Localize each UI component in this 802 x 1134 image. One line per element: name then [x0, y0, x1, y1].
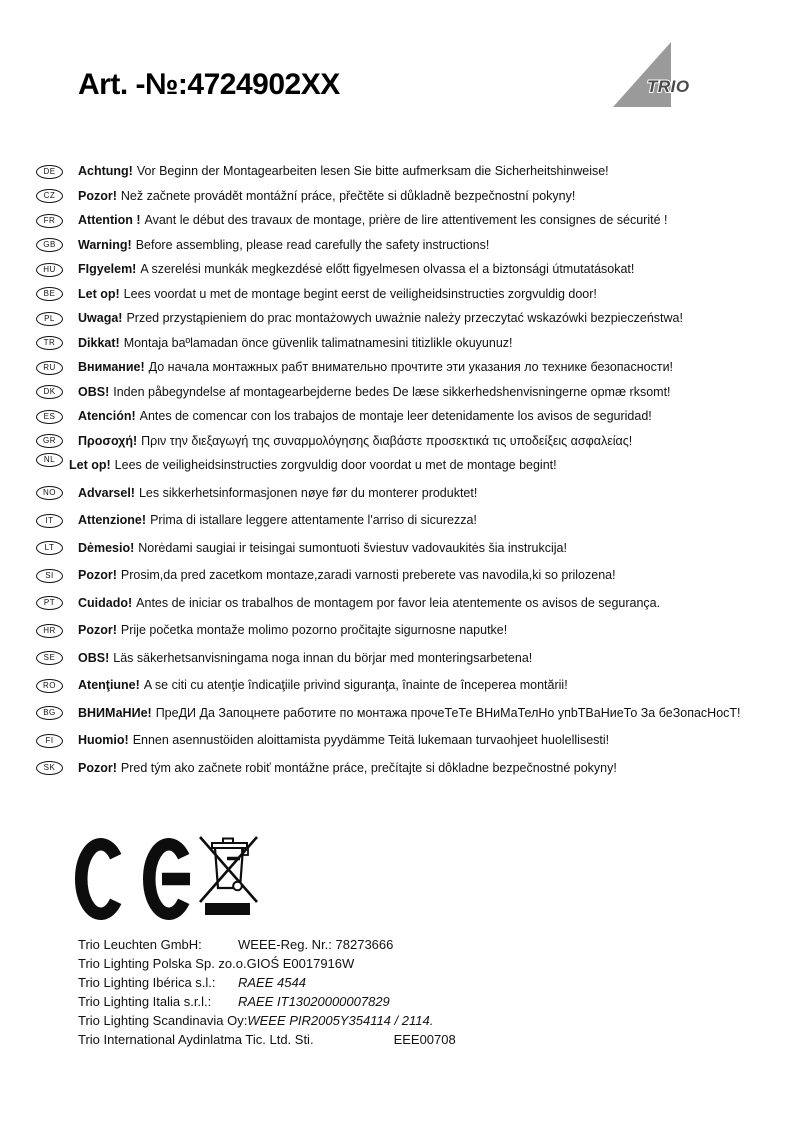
warning-row [36, 360, 802, 375]
company-registration-row [78, 957, 738, 971]
language-code-badge [36, 651, 63, 665]
warning-text [78, 568, 616, 583]
company-name: Trio Lighting Italia s.r.l.: [78, 994, 212, 1009]
warning-keyword: OBS! [78, 384, 110, 399]
warning-message: Pred tým ako začnete robiť montážne práce, prečítajte si dôkladne bezpečnostné pokyny! [120, 760, 617, 775]
language-code: FR [43, 215, 56, 225]
warning-text [78, 761, 617, 776]
warning-row [36, 238, 802, 253]
warning-text [78, 360, 673, 375]
warning-row [36, 336, 802, 351]
ce-letter-e-bar [162, 873, 190, 886]
registration-number: WEEE PIR2005Y354114 / 2114. [247, 1013, 434, 1028]
language-code: PL [44, 313, 55, 323]
company-registration-row [78, 976, 738, 990]
language-code-badge [36, 486, 63, 500]
warning-row [36, 385, 802, 400]
language-code-badge [36, 514, 63, 528]
warning-keyword: Dikkat! [78, 335, 120, 350]
warning-row [36, 596, 802, 611]
warning-text [78, 706, 741, 721]
warning-message: Lees voordat u met de montage begint eerst de veiligheidsinstructies zorgvuldig door! [123, 286, 597, 301]
company-registration-row [78, 1033, 738, 1047]
language-code: BE [43, 289, 56, 298]
warning-text [78, 434, 632, 449]
warning-message: Lees de veiligheidsinstructies zorgvuldig door voordat u met de montage begint! [114, 458, 557, 472]
warning-message: Prije početka montaže molimo pozorno pročitajte sigurnosne naputke! [120, 623, 508, 637]
warning-keyword: FIgyelem! [78, 262, 137, 276]
warning-message: Montaja baºlamadan önce güvenlik talimatnamesini titizlikle okuyunuz! [123, 335, 513, 350]
language-code: DE [43, 166, 56, 176]
weee-bin-handle [223, 839, 233, 844]
registration-number: EEE00708 [393, 1032, 456, 1047]
warning-keyword: ВНИМаНИе! [78, 705, 152, 720]
language-code-badge [36, 287, 63, 301]
warning-message: Przed przystąpieniem do prac montażowych uważnie należy przeczytać wskazówki bezpieczeństwa! [126, 311, 683, 325]
warning-text [78, 733, 609, 748]
warning-text [78, 541, 567, 556]
warning-text [78, 623, 507, 638]
language-code-badge [36, 761, 63, 775]
language-code: ES [43, 411, 56, 421]
warning-row [36, 568, 802, 583]
language-code: SE [43, 653, 56, 662]
warning-message: ПреДИ Да Запоцнете работите по монтажа прочеТеТе ВНиМаТелНо упbТВаНиеТо За беЗопасНосТ! [155, 705, 741, 720]
language-code: HR [43, 625, 56, 635]
warning-keyword: Cuidado! [78, 595, 133, 610]
warning-message: Než začnete provádět montážní práce, přečtěte si důkladně bezpečnostní pokyny! [120, 188, 576, 203]
language-code-badge [36, 238, 63, 252]
warning-keyword: Achtung! [78, 164, 133, 178]
warning-row [36, 164, 802, 179]
warning-keyword: Attenzione! [78, 513, 147, 527]
warning-keyword: Atención! [78, 409, 136, 423]
language-code-badge [36, 312, 63, 326]
warning-keyword: Pozor! [78, 623, 117, 637]
language-code: GB [43, 240, 56, 249]
warning-keyword: Внимание! [78, 360, 145, 374]
trio-logo-graphic [608, 36, 708, 110]
warning-message: До начала монтажных рабт внимательно прочтите эти указания ло технике безопасности! [148, 360, 674, 374]
warning-text [69, 458, 557, 473]
company-registration-row [78, 995, 738, 1009]
language-code: PT [43, 598, 56, 607]
warning-keyword: Προσοχή! [78, 433, 138, 448]
certification-symbols [75, 836, 295, 928]
page-title: Art. -№:4724902XX [78, 68, 340, 101]
language-code: GR [43, 436, 56, 445]
warning-text [78, 651, 532, 666]
warning-keyword: Let op! [78, 286, 120, 301]
trio-logo-triangle [613, 42, 671, 107]
warning-text [78, 409, 652, 424]
warning-row [36, 513, 802, 528]
language-code-badge [36, 541, 63, 555]
warning-row [36, 733, 802, 748]
language-code-badge [36, 410, 63, 424]
trio-logo-text: TRIO [647, 77, 690, 96]
language-code: NO [43, 488, 56, 497]
language-code: RU [43, 362, 56, 372]
warning-keyword: Uwaga! [78, 311, 123, 325]
warning-text [78, 213, 667, 228]
registration-number: GIOŚ E0017916W [246, 956, 355, 971]
company-name: Trio Leuchten GmbH: [78, 937, 202, 952]
language-code: NL [43, 454, 56, 464]
language-code-badge [36, 214, 63, 228]
warning-keyword: Huomio! [78, 733, 129, 747]
warning-row [36, 213, 802, 228]
warning-row [36, 651, 802, 666]
warning-row [36, 706, 802, 721]
language-code-badge [36, 263, 63, 277]
warning-message: Inden påbegyndelse af montagearbejderne bedes De læse sikkerhedshenvisningerne opmæ rksomt! [113, 384, 671, 399]
warning-text [78, 262, 634, 277]
warning-row [36, 409, 802, 424]
symbols-graphic [75, 836, 295, 928]
warning-row [36, 287, 802, 302]
warning-message: A se citi cu atenţie îndicaţiile privind siguranţa, înainte de începerea montării! [143, 678, 568, 692]
warning-row [36, 454, 802, 473]
warning-text [78, 678, 568, 693]
trio-logo [608, 36, 708, 110]
ce-letter-c [81, 844, 115, 914]
language-code-badge [36, 734, 63, 748]
warning-message: Les sikkerhetsinformasjonen nøye før du monterer produktet! [138, 485, 478, 500]
warning-message: Prima di istallare leggere attentamente l'arriso di sicurezza! [150, 513, 477, 527]
language-code-badge [36, 189, 63, 203]
warning-text [78, 336, 513, 351]
warning-text [78, 311, 683, 326]
language-code: LT [44, 543, 55, 552]
registration-number: RAEE 4544 [238, 975, 306, 990]
language-code-badge [36, 165, 63, 179]
language-code-badge [36, 453, 63, 467]
warning-message: A szerelési munkák megkezdésė előtt figyelmesen olvassa el a biztonsági útmutatásokat! [140, 262, 635, 276]
warning-message: Antes de iniciar os trabalhos de montagem por favor leia atentemente os avisos de segurança. [136, 595, 661, 610]
company-name: Trio Lighting Scandinavia Oy: [78, 1013, 248, 1028]
warning-message: Vor Beginn der Montagearbeiten lesen Sie bitte aufmerksam die Sicherheitshinweise! [136, 164, 609, 178]
warning-row [36, 189, 802, 204]
warning-row [36, 434, 802, 449]
warning-message: Ennen asennustöiden aloittamista pyydämme Teitä lukemaan turvaohjeet huolellisesti! [132, 733, 610, 747]
language-code: IT [45, 515, 54, 525]
warning-keyword: Atenţiune! [78, 678, 140, 692]
language-code-badge [36, 385, 63, 399]
registration-number: WEEE-Reg. Nr.: 78273666 [238, 937, 394, 952]
warning-row [36, 761, 802, 776]
language-code-badge [36, 679, 63, 693]
warning-message: Πριν την διεξαγωγή της συναρμολόγησης διαβάστε προσεκτικά τις υποδείξεις ασφαλείας! [141, 433, 633, 448]
language-code: SK [43, 763, 56, 772]
warning-row [36, 262, 802, 277]
warning-text [78, 164, 609, 179]
warning-keyword: Dėmesio! [78, 540, 135, 555]
warning-text [78, 385, 671, 400]
warning-keyword: Warning! [78, 237, 132, 252]
company-registration-block [78, 938, 738, 1052]
warning-row [36, 486, 802, 501]
registration-number: RAEE IT13020000007829 [238, 994, 390, 1009]
language-code: FI [45, 735, 54, 745]
warning-keyword: Pozor! [78, 188, 117, 203]
language-code: SI [45, 570, 54, 580]
warning-keyword: Pozor! [78, 568, 117, 582]
warning-keyword: Attention ! [78, 213, 141, 227]
warning-message: Antes de comencar con los trabajos de montaje leer detenidamente los avisos de seguridad! [139, 409, 652, 423]
company-name: Trio Lighting Polska Sp. zo.o. [78, 956, 247, 971]
warning-text [78, 189, 575, 204]
warning-text [78, 486, 477, 501]
language-code-badge [36, 434, 63, 448]
warning-row [36, 623, 802, 638]
weee-bin-icon [200, 837, 257, 902]
warning-keyword: OBS! [78, 650, 110, 665]
language-code-badge [36, 706, 63, 720]
warning-row [36, 541, 802, 556]
warning-keyword: Advarsel! [78, 485, 135, 500]
language-code: CZ [43, 191, 56, 200]
language-code: BG [43, 708, 56, 717]
language-code: HU [43, 264, 56, 274]
language-code-badge [36, 569, 63, 583]
warning-message: Avant le début des travaux de montage, prière de lire attentivement les consignes de sécurité ! [144, 213, 668, 227]
language-code: TR [43, 338, 56, 347]
weee-black-bar [205, 903, 250, 915]
warning-message: Norėdami saugiai ir teisingai sumontuoti šviestuv vadovaukitės šia instrukcija! [138, 540, 567, 555]
company-name: Trio Lighting Ibérica s.l.: [78, 975, 216, 990]
warning-message: Before assembling, please read carefully the safety instructions! [135, 237, 490, 252]
warning-text [78, 287, 597, 302]
language-code-badge [36, 361, 63, 375]
warning-row [36, 311, 802, 326]
warning-keyword: Let op! [69, 458, 111, 472]
language-code-badge [36, 624, 63, 638]
warning-message: Prosim,da pred zacetkom montaze,zaradi varnosti preberete vas navodila,ki so prilozena! [120, 568, 616, 582]
language-code-badge [36, 336, 63, 350]
weee-bin-wheel [233, 882, 242, 891]
warning-text [78, 238, 489, 253]
warning-keyword: Pozor! [78, 760, 117, 775]
language-code-badge [36, 596, 63, 610]
safety-warnings-list [0, 164, 802, 788]
warning-text [78, 596, 660, 611]
company-registration-row [78, 938, 738, 952]
warning-text [78, 513, 477, 528]
language-code: DK [43, 387, 56, 396]
warning-row [36, 678, 802, 693]
language-code: RO [43, 680, 56, 690]
company-name: Trio International Aydinlatma Tic. Ltd. Sti. [78, 1032, 314, 1047]
company-registration-row [78, 1014, 738, 1028]
warning-message: Läs säkerhetsanvisningama noga innan du börjar med monteringsarbetena! [113, 650, 533, 665]
